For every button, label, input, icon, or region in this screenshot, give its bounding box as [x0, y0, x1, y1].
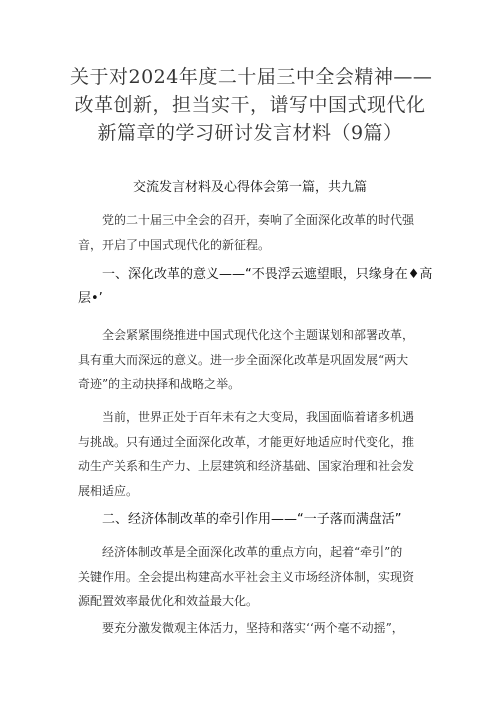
paragraph-4	[78, 616, 430, 641]
document-title	[70, 63, 433, 147]
heading-line: 一、深化改革的意义——“不畏浮云遮望眼，只缘身在♦高	[102, 267, 433, 282]
title-line: 关于对2024年度二十届三中全会精神——	[70, 66, 433, 88]
heading-1	[78, 263, 438, 311]
paragraph-1	[78, 323, 430, 397]
heading-2	[78, 508, 438, 532]
paragraph-2	[78, 405, 430, 503]
text-line: 展相适应。	[78, 483, 139, 498]
text-line: 全会紧紧围绕推进中国式现代化这个主题谋划和部署改革，	[102, 328, 415, 342]
text-line: 源配置效率最优化和效益最大化。	[78, 594, 259, 608]
heading-line: 二、经济体制改革的牵引作用——“一子落而满盘活”	[102, 512, 402, 527]
title-line: 改革创新，担当实干，谱写中国式现代化	[74, 94, 426, 116]
text-line: 与挑战。只有通过全面深化改革，才能更好地适应时代变化，推	[78, 434, 415, 449]
text-line: 具有重大而深远的意义。进一步全面深化改革是巩固发展“两大	[78, 352, 409, 367]
text-line: 经济体制改革是全面深化改革的重点方向，起着“牵引”的	[102, 545, 403, 559]
text-line: 当前，世界正处于百年未有之大变局，我国面临着诸多机遇	[102, 410, 415, 424]
title-line: 新篇章的学习研讨发言材料（9篇）	[97, 122, 403, 144]
section-subtitle: 交流发言材料及心得体会第一篇，共九篇	[132, 180, 367, 195]
text-line: 要充分激发微观主体活力，坚持和落实‘‘两个毫不动摇”，	[102, 621, 404, 635]
text-line: 党的二十届三中全会的召开，奏响了全面深化改革的时代强	[102, 213, 415, 227]
paragraph-3	[78, 540, 430, 614]
intro-paragraph	[78, 208, 430, 257]
text-line: 动生产关系和生产力、上层建筑和经济基础、国家治理和社会发	[78, 459, 415, 473]
text-line: 音，开启了中国式现代化的新征程。	[78, 237, 271, 252]
text-line: 关键作用。全会提出构建高水平社会主义市场经济体制，实现资	[78, 569, 415, 584]
text-line: 奇迹”的主动抉择和战略之举。	[78, 377, 241, 391]
heading-line: 层•’	[78, 291, 103, 306]
